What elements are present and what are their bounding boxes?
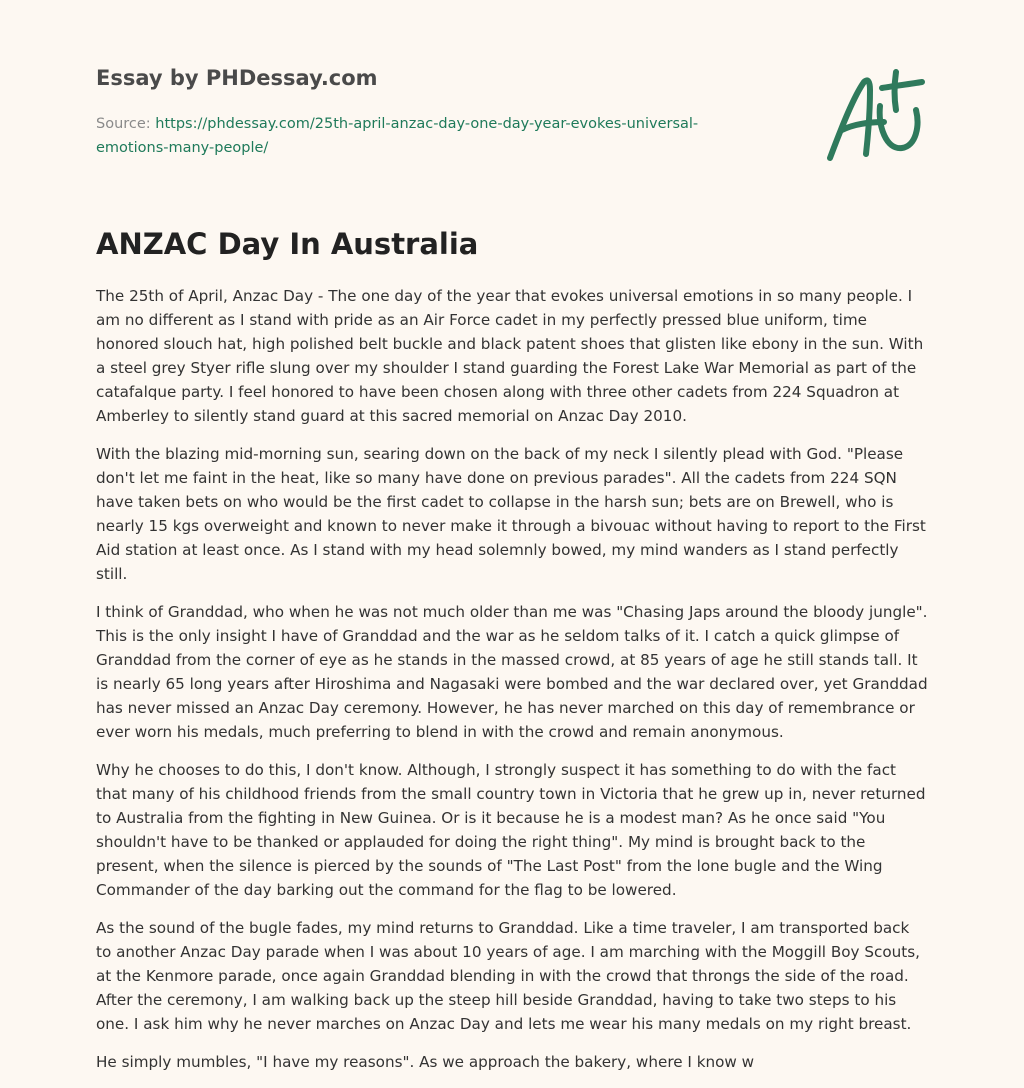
site-brand: Essay by PHDessay.com: [96, 66, 378, 90]
essay-header: [96, 64, 736, 160]
essay-paragraph: I think of Granddad, who when he was not much older than me was "Chasing Japs around the bloody jungle". This is the only insight I have of Granddad and the war as he seldom talks of it. I catch a quick glimpse of Granddad from the corner of eye as he stands in the massed crowd, at 85 years of age he still stands tall. It is nearly 65 long years after Hiroshima and Nagasaki were bombed and the war declared over, yet Granddad has never missed an Anzac Day ceremony. However, he has never marched on this day of remembrance or ever worn his medals, much preferring to blend in with the crowd and remain anonymous.: [96, 603, 928, 741]
essay-paragraph: The 25th of April, Anzac Day - The one day of the year that evokes universal emotions in so many people. I am no different as I stand with pride as an Air Force cadet in my perfectly pressed blue uniform, time honored slouch hat, high polished belt buckle and black patent shoes that glisten like ebony in the sun. With a steel grey Styer rifle slung over my shoulder I stand guarding the Forest Lake War Memorial as part of the catafalque party. I feel honored to have been chosen along with three other cadets from 224 Squadron at Amberley to silently stand guard at this sacred memorial on Anzac Day 2010.: [96, 287, 924, 425]
essay-paragraph: As the sound of the bugle fades, my mind returns to Granddad. Like a time traveler, I am transported back to another Anzac Day parade when I was about 10 years of age. I am marching with the Moggill Boy Scouts, at the Kenmore parade, once again Granddad blending in with the crowd that throngs the side of the road. After the ceremony, I am walking back up the steep hill beside Granddad, having to take two steps to his one. I ask him why he never marches on Anzac Day and lets me wear his many medals on my right breast.: [96, 919, 920, 1033]
source-line: [96, 112, 736, 160]
essay-paragraph: With the blazing mid-morning sun, searing down on the back of my neck I silently plead with God. "Please don't let me faint in the heat, like so many have done on previous parades". All the cadets from 224 SQN have taken bets on who would be the first cadet to collapse in the harsh sun; bets are on Brewell, who is nearly 15 kgs overweight and known to never make it through a bivouac without having to report to the First Aid station at least once. As I stand with my head solemnly bowed, my mind wanders as I stand perfectly still.: [96, 445, 926, 583]
essay-paragraph: Why he chooses to do this, I don't know. Although, I strongly suspect it has something to do with the fact that many of his childhood friends from the small country town in Victoria that he grew up in, never returned to Australia from the fighting in New Guinea. Or is it because he is a modest man? As he once said "You shouldn't have to be thanked or applauded for doing the right thing". My mind is brought back to the present, when the silence is pierced by the sounds of "The Last Post" from the lone bugle and the Wing Commander of the day barking out the command for the flag to be lowered.: [96, 761, 926, 899]
essay-body: [96, 284, 928, 1088]
essay-paragraph: He simply mumbles, "I have my reasons". As we approach the bakery, where I know w: [96, 1053, 755, 1071]
a-plus-logo-icon: [822, 66, 928, 166]
source-link[interactable]: https://phdessay.com/25th-april-anzac-day-one-day-year-evokes-universal-emotions-many-people/: [96, 116, 699, 156]
essay-title: ANZAC Day In Australia: [96, 227, 479, 261]
source-label: Source:: [96, 116, 151, 132]
